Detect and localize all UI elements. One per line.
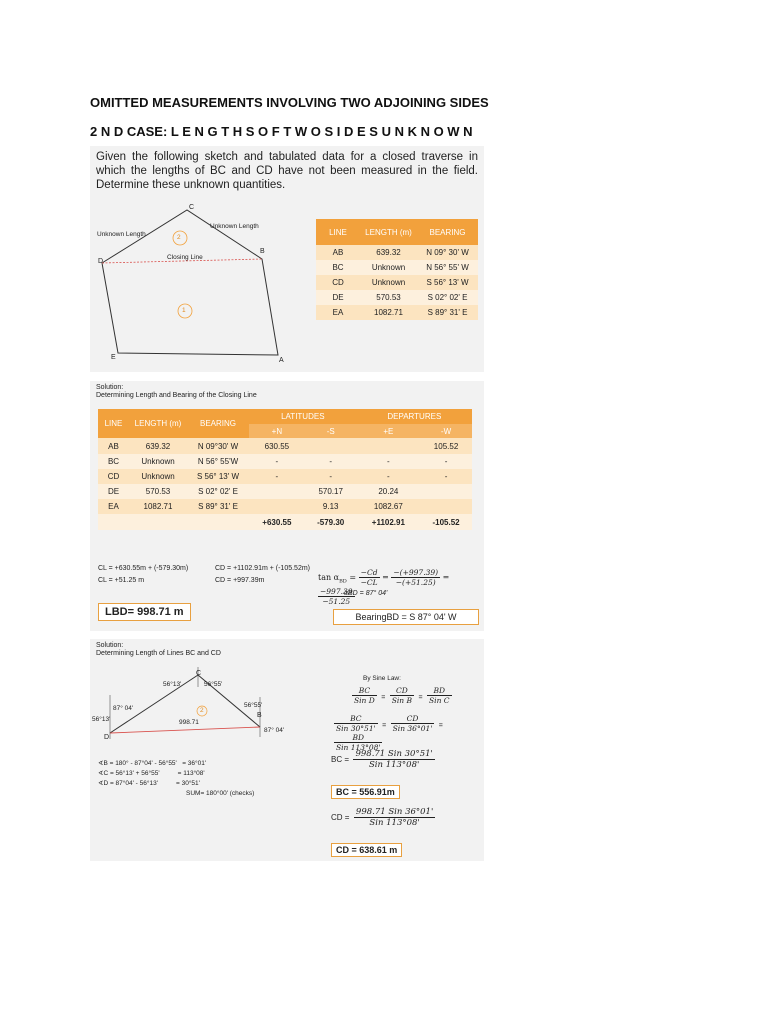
cell: S 02° 02' E [417, 290, 478, 305]
cell: Unknown [129, 469, 187, 484]
table-row [98, 454, 472, 469]
label-unknown-left: Unknown Length [97, 231, 146, 238]
sl1-den-c: Sin C [429, 696, 450, 705]
cell: N 56° 55' W [417, 260, 478, 275]
calc-cd-line1: CD = +1102.91m + (-105.52m) [215, 565, 311, 572]
col-header-length: LENGTH (m) [129, 409, 187, 438]
cell: S 02° 02' E [187, 484, 249, 499]
cell: 1082.67 [357, 499, 420, 514]
angle-calc-c: ∢C = 56°13' + 56°55' = 113°08' [98, 770, 205, 777]
point-d: D [98, 258, 104, 265]
sl2-num-bc: BC [334, 714, 378, 724]
cell: 570.17 [305, 484, 357, 499]
sl1-den-b: Sin B [391, 696, 413, 705]
sl1-num-cd: CD [390, 686, 414, 696]
cell [187, 514, 249, 530]
cell: +1102.91 [357, 514, 420, 530]
latitudes-departures-table [98, 409, 472, 530]
problem-text: Given the following sketch and tabulated data for a closed traverse in which the lengths of BC and CD have not been measured in the field. Determine these unknown quantities. [96, 151, 478, 191]
table-row [316, 290, 478, 305]
cell: 105.52 [420, 438, 472, 454]
table-row [98, 499, 472, 514]
bc-lhs: BC = [331, 755, 350, 764]
closing-length-label: 998.71 [179, 719, 199, 726]
cell [420, 499, 472, 514]
angle-calc-d: ∢D = 87°04' - 56°13' = 30°51' [98, 780, 200, 787]
calc-cl-line1: CL = +630.55m + (-579.30m) [98, 565, 189, 572]
area-1-label: 1 [182, 307, 186, 314]
alpha-bd: αBD = 87° 04' [344, 590, 388, 597]
col-header-latitudes: LATITUDES [249, 409, 357, 424]
angle-b: 87° 04' [264, 727, 285, 734]
cell [249, 499, 305, 514]
table-row [316, 305, 478, 320]
cell: - [305, 454, 357, 469]
cd-num: 998.71 Sin 36°01' [355, 807, 434, 817]
cell: -105.52 [420, 514, 472, 530]
tan-formula: $\tan \alpha_{BD}$ = $\frac{-Cd}{-CL}$ = $\frac{-(+997.39)}{-(+51.25)}$ = $\frac{-997.39}{-51.25}$ [318, 568, 450, 606]
bc-formula [331, 749, 435, 770]
solution1-heading: Solution: [96, 384, 124, 391]
cell: BC [98, 454, 129, 469]
col-header-bearing: BEARING [417, 219, 478, 245]
table-row [98, 469, 472, 484]
cell: - [249, 469, 305, 484]
cell: EA [316, 305, 360, 320]
traverse-data-table [316, 219, 478, 320]
cd-lhs: CD = [331, 813, 350, 822]
cell: S 89° 31' E [187, 499, 249, 514]
angle-c-right: 56°55' [204, 681, 223, 688]
cell: S 56° 13' W [417, 275, 478, 290]
col-header-length: LENGTH (m) [360, 219, 417, 245]
cell: Unknown [129, 454, 187, 469]
area-2-label: 2 [200, 707, 204, 714]
cell: - [357, 454, 420, 469]
table-row [316, 260, 478, 275]
sl2-den-b: Sin 36°01' [392, 724, 433, 733]
sine-law-2: $\frac{BC}{\text{Sin 30°51'}}$ = $\frac{CD}{\text{Sin 36°01'}}$ = $\frac{BD}{\text{Sin 113°08'}}$ [336, 714, 443, 752]
cell: -579.30 [305, 514, 357, 530]
angle-sum-check: SUM= 180°00' (checks) [186, 790, 255, 797]
sl1-num-bd: BD [427, 686, 452, 696]
point-c: C [196, 670, 202, 677]
col-header-departures: DEPARTURES [357, 409, 472, 424]
tan-num2: −(+997.39) [393, 568, 439, 577]
result-length-box: LBD= 998.71 m [98, 603, 191, 621]
table-row [98, 438, 472, 454]
tan-num3: −997.39 [320, 587, 353, 596]
cd-result-box: CD = 638.61 m [331, 843, 402, 857]
cell: S 89° 31' E [417, 305, 478, 320]
bc-num: 998.71 Sin 30°51' [355, 749, 433, 759]
cd-den: Sin 113°08' [369, 818, 420, 828]
table-row [316, 275, 478, 290]
cell: +630.55 [249, 514, 305, 530]
table-row [316, 245, 478, 260]
cell: EA [98, 499, 129, 514]
cell [420, 484, 472, 499]
cell [98, 514, 129, 530]
cell: S 56° 13' W [187, 469, 249, 484]
totals-row [98, 514, 472, 530]
solution-bc-cd-panel [90, 639, 484, 861]
result-bearing-box: BearingBD = S 87° 04' W [333, 609, 479, 625]
col-header-south: -S [305, 424, 357, 438]
cell: 639.32 [360, 245, 417, 260]
page-subtitle: 2 N D CASE: L E N G T H S O F T W O S I D E S U N K N O W N [90, 124, 473, 139]
cell: - [305, 469, 357, 484]
angle-calc-b: ∢B = 180° - 87°04' - 56°55' = 36°01' [98, 760, 207, 767]
angle-d-top: 87° 04' [113, 705, 134, 712]
cell: DE [98, 484, 129, 499]
area-2-label: 2 [177, 234, 181, 241]
tan-den2: −(+51.25) [395, 578, 436, 587]
cell: N 56° 55'W [187, 454, 249, 469]
cell: - [357, 469, 420, 484]
cell: 639.32 [129, 438, 187, 454]
solution2-heading: Solution: [96, 642, 124, 649]
solution1-subheading: Determining Length and Bearing of the Closing Line [96, 392, 257, 399]
col-header-east: +E [357, 424, 420, 438]
solution-closing-line-panel [90, 381, 484, 631]
cell: 570.53 [360, 290, 417, 305]
cell: CD [98, 469, 129, 484]
bc-result-box: BC = 556.91m [331, 785, 400, 799]
cell [305, 438, 357, 454]
cell: 630.55 [249, 438, 305, 454]
cell: N 09°30' W [187, 438, 249, 454]
sine-law-title: By Sine Law: [363, 675, 401, 682]
sl2-num-cd: CD [391, 714, 435, 724]
cd-formula [331, 807, 435, 828]
col-header-west: -W [420, 424, 472, 438]
cell: 9.13 [305, 499, 357, 514]
angle-c-left: 56°13' [163, 681, 182, 688]
cell: 1082.71 [129, 499, 187, 514]
cell: Unknown [360, 260, 417, 275]
sl1-den-d: Sin D [354, 696, 375, 705]
cell: BC [316, 260, 360, 275]
solution2-subheading: Determining Length of Lines BC and CD [96, 650, 221, 657]
tan-den1: −CL [360, 578, 378, 587]
cell: DE [316, 290, 360, 305]
cell [129, 514, 187, 530]
sl2-num-bd: BD [334, 733, 382, 743]
cell: N 09° 30' W [417, 245, 478, 260]
point-d: D [104, 734, 110, 741]
bc-den: Sin 113°08' [368, 760, 420, 770]
col-header-line: LINE [316, 219, 360, 245]
table-row [98, 484, 472, 499]
label-closing-line: Closing Line [167, 254, 203, 261]
tan-den3: −51.25 [322, 597, 351, 606]
point-a: A [279, 357, 284, 364]
problem-panel [90, 146, 484, 372]
tan-label: $\tan \alpha_{BD}$ = [318, 572, 357, 585]
cell: - [420, 469, 472, 484]
cell: 1082.71 [360, 305, 417, 320]
cell: - [249, 454, 305, 469]
cell: - [420, 454, 472, 469]
page-title: OMITTED MEASUREMENTS INVOLVING TWO ADJOINING SIDES [90, 95, 489, 110]
sl2-den-d: Sin 30°51' [336, 724, 376, 733]
traverse-sketch [90, 201, 310, 371]
point-c: C [189, 204, 195, 211]
label-unknown-right: Unknown Length [210, 223, 259, 230]
point-e: E [111, 354, 116, 361]
cell [249, 484, 305, 499]
angle-b-top: 56°55' [244, 702, 263, 709]
col-header-bearing: BEARING [187, 409, 249, 438]
calc-cd-line2: CD = +997.39m [215, 577, 265, 584]
point-b: B [260, 248, 265, 255]
sine-law-1: $\frac{BC}{\text{Sin D}}$ = $\frac{CD}{\text{Sin B}}$ = $\frac{BD}{\text{Sin C}}$ [354, 686, 450, 705]
cell: CD [316, 275, 360, 290]
col-header-line: LINE [98, 409, 129, 438]
angle-d-left: 56°13' [92, 716, 111, 723]
col-header-north: +N [249, 424, 305, 438]
cell: AB [98, 438, 129, 454]
cell: Unknown [360, 275, 417, 290]
point-b: B [257, 712, 262, 719]
cell: AB [316, 245, 360, 260]
tan-num1: −Cd [359, 568, 380, 578]
sl1-num-bc: BC [352, 686, 377, 696]
cell: 20.24 [357, 484, 420, 499]
calc-cl-line2: CL = +51.25 m [98, 577, 145, 584]
sl2-den-c: Sin 113°08' [336, 743, 381, 752]
cell [357, 438, 420, 454]
cell: 570.53 [129, 484, 187, 499]
